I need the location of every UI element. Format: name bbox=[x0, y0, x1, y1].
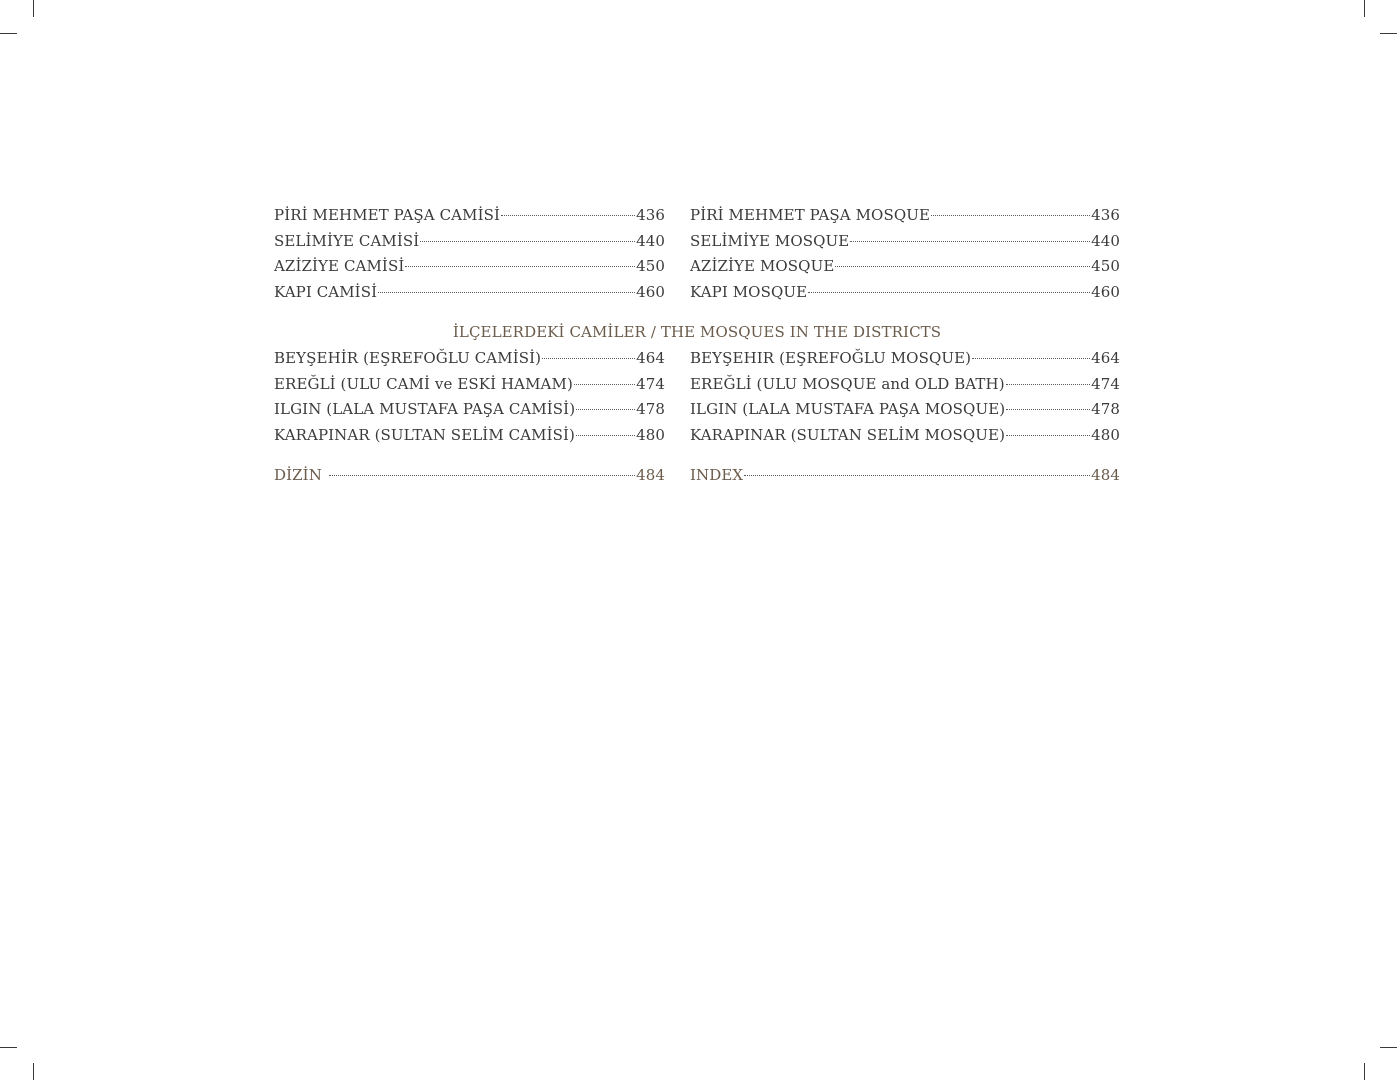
toc-entry-title: AZİZİYE MOSQUE bbox=[690, 257, 835, 275]
toc-english-column bbox=[690, 203, 1120, 489]
toc-entry-title: SELİMİYE CAMİSİ bbox=[274, 231, 420, 250]
toc-entry-index[interactable] bbox=[274, 463, 665, 489]
crop-mark-top-right-horizontal bbox=[1380, 33, 1397, 34]
crop-mark-bottom-left-horizontal bbox=[0, 1047, 17, 1048]
section-heading: İLÇELERDEKİ CAMİLER / THE MOSQUES IN THE DISTRICTS bbox=[452, 323, 942, 341]
toc-entry-index[interactable] bbox=[690, 463, 1120, 489]
toc-entry-page: 478 bbox=[1091, 400, 1120, 418]
toc-entry-title: ILGIN (LALA MUSTAFA PAŞA CAMİSİ) bbox=[274, 400, 576, 418]
toc-entry-page: 480 bbox=[1091, 425, 1120, 444]
dot-leader bbox=[576, 435, 635, 436]
toc-entry-title: KAPI CAMİSİ bbox=[274, 282, 378, 301]
crop-mark-bottom-left-vertical bbox=[33, 1063, 34, 1080]
dot-leader bbox=[1006, 435, 1090, 436]
toc-entry-page: 474 bbox=[1091, 374, 1120, 393]
toc-entry-title: EREĞLİ (ULU MOSQUE and OLD BATH) bbox=[690, 374, 1005, 393]
dot-leader bbox=[542, 358, 635, 359]
toc-turkish-column bbox=[274, 203, 665, 489]
toc-entry[interactable] bbox=[274, 346, 665, 372]
toc-entry-title: PİRİ MEHMET PAŞA MOSQUE bbox=[690, 206, 931, 224]
dot-leader bbox=[835, 266, 1090, 267]
toc-entry[interactable] bbox=[274, 372, 665, 398]
toc-entry-title: DİZİN bbox=[274, 466, 322, 484]
dot-leader bbox=[329, 475, 635, 476]
toc-entry-title: AZİZİYE CAMİSİ bbox=[274, 257, 405, 275]
dot-leader bbox=[405, 266, 635, 267]
toc-entry-page: 464 bbox=[1091, 349, 1120, 367]
toc-entry[interactable] bbox=[274, 229, 665, 255]
dot-leader bbox=[501, 215, 635, 216]
toc-entry[interactable] bbox=[690, 203, 1120, 229]
toc-entry-page: 484 bbox=[1091, 466, 1120, 484]
toc-entry-title: BEYŞEHIR (EŞREFOĞLU MOSQUE) bbox=[690, 349, 972, 367]
toc-entry-page: 464 bbox=[636, 349, 665, 367]
toc-entry[interactable] bbox=[690, 423, 1120, 449]
dot-leader bbox=[576, 409, 635, 410]
toc-entry-title: ILGIN (LALA MUSTAFA PAŞA MOSQUE) bbox=[690, 400, 1006, 418]
toc-entry-title: INDEX bbox=[690, 466, 744, 484]
crop-mark-top-left-horizontal bbox=[0, 33, 17, 34]
dot-leader bbox=[850, 241, 1090, 242]
toc-entry-page: 436 bbox=[636, 206, 665, 224]
crop-mark-bottom-right-vertical bbox=[1364, 1063, 1365, 1080]
dot-leader bbox=[574, 384, 635, 385]
toc-entry-page: 440 bbox=[1091, 231, 1120, 250]
toc-entry-title: BEYŞEHİR (EŞREFOĞLU CAMİSİ) bbox=[274, 349, 542, 367]
toc-entry-page: 478 bbox=[636, 400, 665, 418]
dot-leader bbox=[378, 292, 635, 293]
toc-entry[interactable] bbox=[690, 280, 1120, 306]
toc-entry-page: 436 bbox=[1091, 206, 1120, 224]
toc-entry-page: 460 bbox=[636, 282, 665, 301]
toc-entry-page: 474 bbox=[636, 374, 665, 393]
toc-entry-title: SELİMİYE MOSQUE bbox=[690, 231, 850, 250]
toc-entry-page: 450 bbox=[1091, 257, 1120, 275]
toc-entry-title: KAPI MOSQUE bbox=[690, 282, 808, 301]
toc-entry[interactable] bbox=[274, 423, 665, 449]
toc-entry[interactable] bbox=[274, 397, 665, 423]
toc-entry[interactable] bbox=[690, 372, 1120, 398]
dot-leader bbox=[972, 358, 1090, 359]
dot-leader bbox=[1006, 384, 1090, 385]
dot-leader bbox=[1006, 409, 1090, 410]
crop-mark-bottom-right-horizontal bbox=[1380, 1047, 1397, 1048]
crop-mark-top-right-vertical bbox=[1364, 0, 1365, 17]
toc-entry[interactable] bbox=[690, 229, 1120, 255]
toc-entry-page: 460 bbox=[1091, 282, 1120, 301]
toc-entry[interactable] bbox=[690, 254, 1120, 280]
toc-entry-title: PİRİ MEHMET PAŞA CAMİSİ bbox=[274, 206, 500, 224]
toc-entry-page: 480 bbox=[636, 425, 665, 444]
toc-entry[interactable] bbox=[274, 203, 665, 229]
toc-entry-page: 484 bbox=[636, 466, 665, 484]
toc-entry-title: KARAPINAR (SULTAN SELİM MOSQUE) bbox=[690, 425, 1006, 444]
toc-entry-page: 450 bbox=[636, 257, 665, 275]
toc-entry-page: 440 bbox=[636, 231, 665, 250]
dot-leader bbox=[808, 292, 1090, 293]
toc-entry-title: EREĞLİ (ULU CAMİ ve ESKİ HAMAM) bbox=[274, 374, 573, 393]
toc-entry-title: KARAPINAR (SULTAN SELİM CAMİSİ) bbox=[274, 425, 575, 444]
crop-mark-top-left-vertical bbox=[33, 0, 34, 17]
dot-leader bbox=[744, 475, 1090, 476]
toc-entry[interactable] bbox=[274, 254, 665, 280]
toc-entry[interactable] bbox=[274, 280, 665, 306]
toc-entry[interactable] bbox=[690, 346, 1120, 372]
toc-entry[interactable] bbox=[690, 397, 1120, 423]
dot-leader bbox=[931, 215, 1090, 216]
dot-leader bbox=[420, 241, 635, 242]
